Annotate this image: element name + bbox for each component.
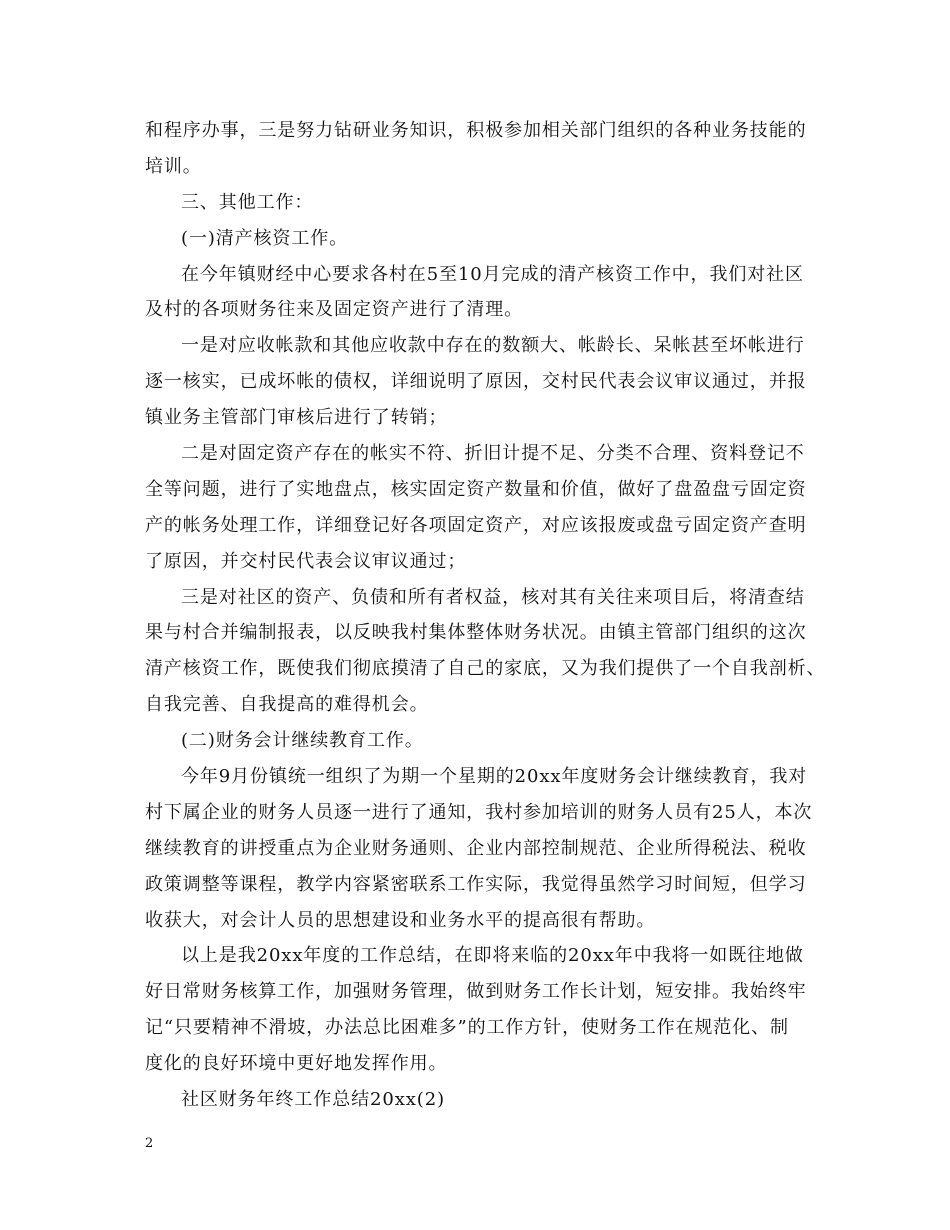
text-line: 记“只要精神不滑坡，办法总比困难多”的工作方针，使财务工作在规范化、制 <box>145 1017 789 1039</box>
text-line: 社区财务年终工作总结20xx(2) <box>181 1089 446 1111</box>
text-line: 了原因，并交村民代表会议审议通过； <box>145 550 467 572</box>
text-line: 三是对社区的资产、负债和所有者权益，核对其有关往来项目后，将清查结 <box>181 586 805 608</box>
text-line: 产的帐务处理工作，详细登记好各项固定资产，对应该报废或盘亏固定资产查明 <box>145 514 807 536</box>
text-line: 及村的各项财务往来及固定资产进行了清理。 <box>145 299 523 321</box>
text-line: 和程序办事，三是努力钻研业务知识，积极参加相关部门组织的各种业务技能的 <box>145 120 807 141</box>
text-line: 一是对应收帐款和其他应收款中存在的数额大、帐龄长、呆帐甚至坏帐进行 <box>181 335 805 357</box>
text-line: 收获大，对会计人员的思想建设和业务水平的提高很有帮助。 <box>145 909 656 931</box>
text-line: 继续教育的讲授重点为企业财务通则、企业内部控制规范、企业所得税法、税收 <box>145 837 807 859</box>
text-line: 果与村合并编制报表，以反映我村集体整体财务状况。由镇主管部门组织的这次 <box>145 622 807 644</box>
text-line: 逐一核实，已成坏帐的债权，详细说明了原因，交村民代表会议审议通过，并报 <box>145 371 807 393</box>
text-line: 今年9月份镇统一组织了为期一个星期的20xx年度财务会计继续教育，我对 <box>181 766 808 788</box>
text-line: 村下属企业的财务人员逐一进行了通知，我村参加培训的财务人员有25人，本次 <box>145 801 813 823</box>
text-line: 好日常财务核算工作，加强财务管理，做到财务工作长计划，短安排。我始终牢 <box>145 981 807 1003</box>
text-line: (二)财务会计继续教育工作。 <box>181 730 424 752</box>
text-line: 全等问题，进行了实地盘点，核实固定资产数量和价值，做好了盘盈盘亏固定资 <box>145 478 807 500</box>
text-line: 二是对固定资产存在的帐实不符、折旧计提不足、分类不合理、资料登记不 <box>181 443 805 465</box>
text-line: 三、其他工作： <box>181 191 314 213</box>
text-line: 培训。 <box>145 155 202 177</box>
text-line: 政策调整等课程，教学内容紧密联系工作实际，我觉得虽然学习时间短，但学习 <box>145 873 807 895</box>
text-line: 在今年镇财经中心要求各村在5至10月完成的清产核资工作中，我们对社区 <box>181 263 804 285</box>
text-line: 镇业务主管部门审核后进行了转销； <box>145 407 448 429</box>
text-line: (一)清产核资工作。 <box>181 227 349 249</box>
text-line: 以上是我20xx年度的工作总结，在即将来临的20xx年中我将一如既往地做 <box>181 945 804 967</box>
page-number: 2 <box>145 1136 154 1151</box>
text-line: 自我完善、自我提高的难得机会。 <box>145 694 429 716</box>
document-body <box>145 113 826 1118</box>
text-line: 度化的良好环境中更好地发挥作用。 <box>145 1053 448 1075</box>
text-line: 清产核资工作，既使我们彻底摸清了自己的家底，又为我们提供了一个自我剖析、 <box>145 658 826 680</box>
